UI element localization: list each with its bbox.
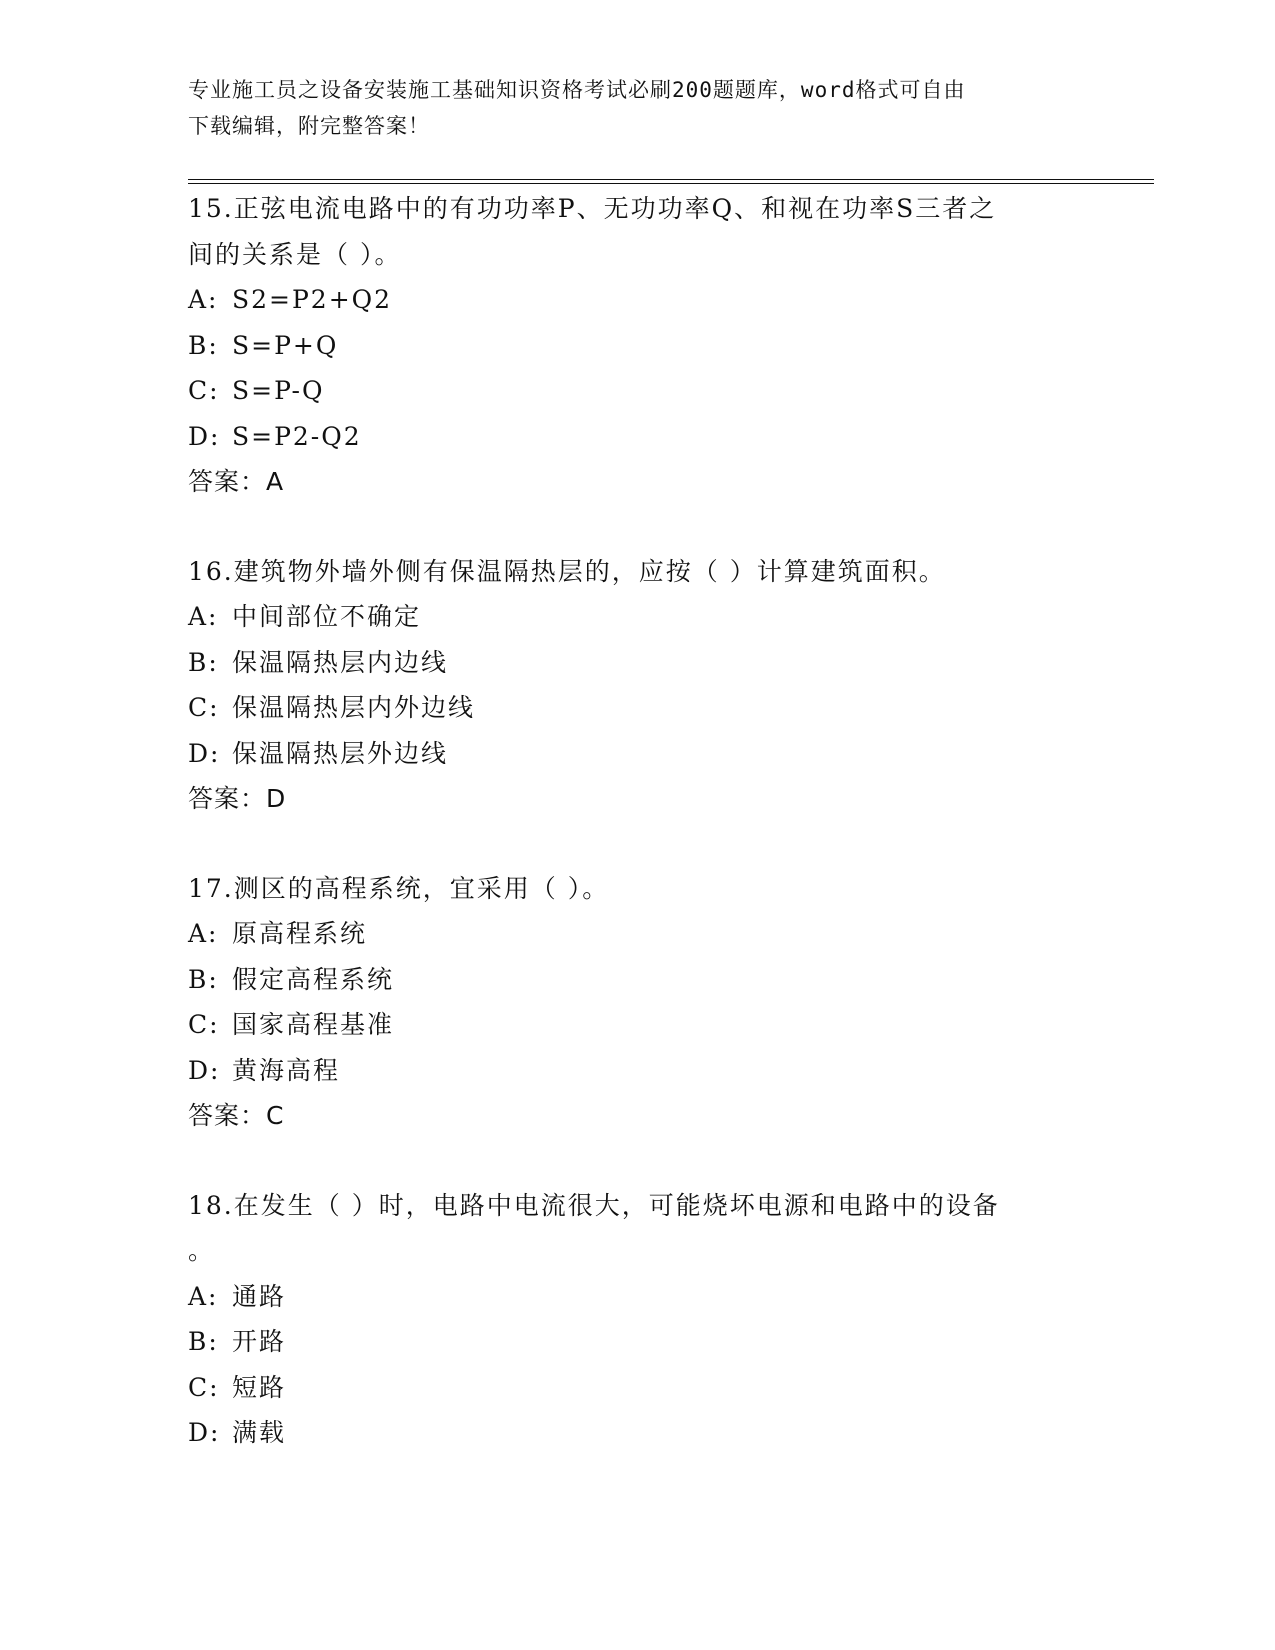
option-text: S=P+Q — [232, 330, 339, 360]
option-a — [188, 911, 1088, 957]
option-label: C: — [188, 1010, 220, 1039]
option-a — [188, 277, 1088, 323]
question-text-line: 17.测区的高程系统，宜采用（ ）。 — [188, 873, 610, 903]
option-b — [188, 640, 1088, 686]
option-label: D: — [188, 1055, 221, 1085]
option-c — [188, 685, 1088, 731]
question-list — [188, 186, 1088, 1500]
option-label: C: — [188, 693, 220, 722]
option-text: 开路 — [232, 1327, 287, 1356]
option-text: 保温隔热层内外边线 — [232, 693, 476, 722]
question-text — [188, 186, 1088, 277]
option-label: D: — [188, 738, 221, 768]
question-text-line: 16.建筑物外墙外侧有保温隔热层的，应按（ ）计算建筑面积。 — [188, 556, 946, 586]
header-divider-bottom — [188, 183, 1154, 184]
option-label: B: — [188, 647, 219, 677]
option-text: 保温隔热层内边线 — [232, 647, 449, 677]
question-text — [188, 1183, 1088, 1274]
question-text — [188, 549, 1088, 595]
option-d — [188, 1410, 1088, 1456]
option-text: 保温隔热层外边线 — [232, 738, 449, 768]
option-c — [188, 368, 1088, 414]
answer-text: 答案：C — [188, 1101, 285, 1130]
option-a — [188, 594, 1088, 640]
header-divider-top — [188, 179, 1154, 180]
header-line-2: 下载编辑，附完整答案！ — [188, 114, 430, 138]
question-item — [188, 1183, 1088, 1456]
option-text: S=P-Q — [232, 376, 325, 405]
option-b — [188, 1319, 1088, 1365]
option-text: S=P2-Q2 — [232, 421, 362, 451]
option-text: 满载 — [232, 1418, 287, 1447]
question-item — [188, 866, 1088, 1139]
option-a — [188, 1274, 1088, 1320]
question-text — [188, 866, 1088, 912]
option-label: A: — [188, 919, 219, 948]
question-text-line: 间的关系是（ ）。 — [188, 239, 402, 269]
option-c — [188, 1002, 1088, 1048]
question-item — [188, 186, 1088, 505]
option-label: B: — [188, 330, 219, 360]
option-label: B: — [188, 1327, 219, 1356]
option-label: A: — [188, 1281, 219, 1311]
option-label: A: — [188, 602, 219, 631]
option-b — [188, 957, 1088, 1003]
answer-text: 答案：A — [188, 467, 285, 496]
option-text: 假定高程系统 — [232, 964, 395, 994]
option-text: 短路 — [232, 1372, 287, 1402]
option-d — [188, 414, 1088, 460]
header-line-1: 专业施工员之设备安装施工基础知识资格考试必刷200题题库，word格式可自由 — [188, 78, 966, 102]
answer-text: 答案：D — [188, 784, 287, 813]
question-text-line: 15.正弦电流电路中的有功功率P、无功功率Q、和视在功率S三者之 — [188, 194, 997, 223]
option-c — [188, 1365, 1088, 1411]
option-b — [188, 323, 1088, 369]
option-text: S2=P2+Q2 — [232, 285, 393, 314]
option-label: C: — [188, 376, 220, 405]
option-text: 原高程系统 — [232, 919, 368, 948]
option-label: D: — [188, 1418, 221, 1447]
option-label: D: — [188, 421, 221, 451]
question-text-line: 18.在发生（ ）时，电路中电流很大，可能烧坏电源和电路中的设备 — [188, 1190, 1000, 1220]
option-d — [188, 1048, 1088, 1094]
option-text: 中间部位不确定 — [232, 602, 422, 631]
option-label: B: — [188, 964, 219, 994]
document-header — [188, 72, 1068, 144]
question-text-line: 。 — [188, 1236, 216, 1265]
option-label: A: — [188, 285, 219, 314]
option-label: C: — [188, 1372, 220, 1402]
option-text: 黄海高程 — [232, 1055, 341, 1085]
question-item — [188, 549, 1088, 822]
option-d — [188, 731, 1088, 777]
option-text: 国家高程基准 — [232, 1010, 395, 1039]
option-text: 通路 — [232, 1281, 287, 1311]
